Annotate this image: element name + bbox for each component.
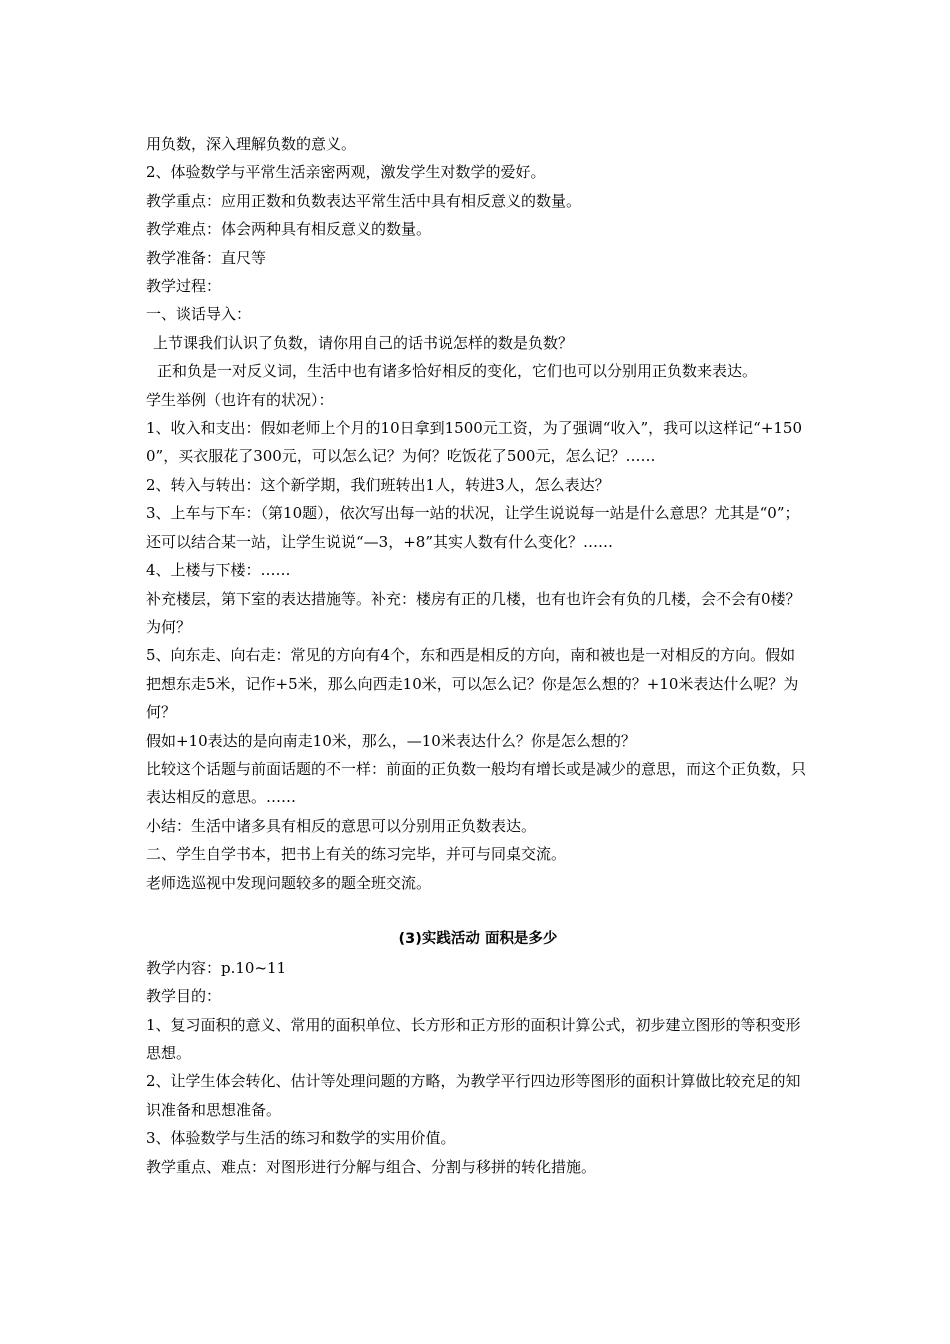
paragraph: 二、学生自学书本，把书上有关的练习完毕，并可与同桌交流。 — [146, 845, 567, 864]
paragraph: 小结：生活中诸多具有相反的意思可以分别用正负数表达。 — [146, 816, 537, 835]
paragraph: 比较这个话题与前面话题的不一样：前面的正负数一般均有增长或是减少的意思，而这个正负数，只表达相反的意思。…… — [146, 759, 807, 807]
document-body — [146, 130, 810, 1181]
paragraph: 教学过程： — [146, 277, 222, 296]
paragraph: 4、上楼与下楼：…… — [146, 561, 291, 580]
blank-line — [146, 897, 810, 925]
paragraph: 2、转入与转出：这个新学期，我们班转出1人，转进3人，怎么表达？ — [146, 475, 610, 494]
paragraph: 假如+10表达的是向南走10米，那么，—10米表达什么？你是怎么想的？ — [146, 731, 636, 750]
paragraph: 教学重点、难点：对图形进行分解与组合、分割与移拼的转化措施。 — [146, 1157, 597, 1176]
paragraph: 学生举例（也许有的状况）： — [146, 390, 334, 409]
paragraph: 1、复习面积的意义、常用的面积单位、长方形和正方形的面积计算公式，初步建立图形的等积变形思想。 — [146, 1015, 801, 1062]
paragraph: 用负数，深入理解负数的意义。 — [146, 135, 357, 153]
paragraph: 3、上车与下车：（第10题），依次写出每一站的状况，让学生说说每一站是什么意思？尤其是“0”；还可以结合某一站，让学生说说“—3，+8”其实人数有什么变化？…… — [146, 504, 800, 551]
paragraph: 3、体验数学与生活的练习和数学的实用价值。 — [146, 1129, 456, 1148]
paragraph: 教学内容：p.10~11 — [146, 958, 287, 977]
paragraph: 1、收入和支出：假如老师上个月的10日拿到1500元工资，为了强调“收入”，我可以这样记“+1500”，买衣服花了300元，可以怎么记？为何？吃饭花了500元，怎么记？…… — [146, 419, 803, 466]
paragraph: 补充楼层，第下室的表达措施等。补充：楼房有正的几楼，也有也许会有负的几楼，会不会有0楼？为何？ — [146, 589, 801, 636]
section-title: (3)实践活动 面积是多少 — [398, 931, 558, 948]
paragraph: 2、让学生体会转化、估计等处理问题的方略，为教学平行四边形等图形的面积计算做比较充足的知识准备和思想准备。 — [146, 1072, 801, 1119]
paragraph: 教学重点：应用正数和负数表达平常生活中具有相反意义的数量。 — [146, 191, 582, 210]
paragraph: 教学难点：体会两种具有相反意义的数量。 — [146, 220, 432, 239]
paragraph: 上节课我们认识了负数，请你用自己的话书说怎样的数是负数？ — [153, 333, 574, 352]
paragraph: 正和负是一对反义词，生活中也有诸多恰好相反的变化，它们也可以分别用正负数来表达。 — [157, 362, 758, 381]
paragraph: 教学准备：直尺等 — [146, 248, 267, 267]
paragraph: 5、向东走、向右走：常见的方向有4个，东和西是相反的方向，南和被也是一对相反的方向。假如把想东走5米，记作+5米，那么向西走10米，可以怎么记？你是怎么想的？+10米表达什么呢？为何？ — [146, 646, 799, 722]
paragraph: 一、谈话导入： — [146, 305, 252, 324]
paragraph: 老师选巡视中发现问题较多的题全班交流。 — [146, 873, 432, 892]
paragraph: 2、体验数学与平常生活亲密两观，激发学生对数学的爱好。 — [146, 163, 546, 182]
paragraph: 教学目的： — [146, 987, 222, 1006]
